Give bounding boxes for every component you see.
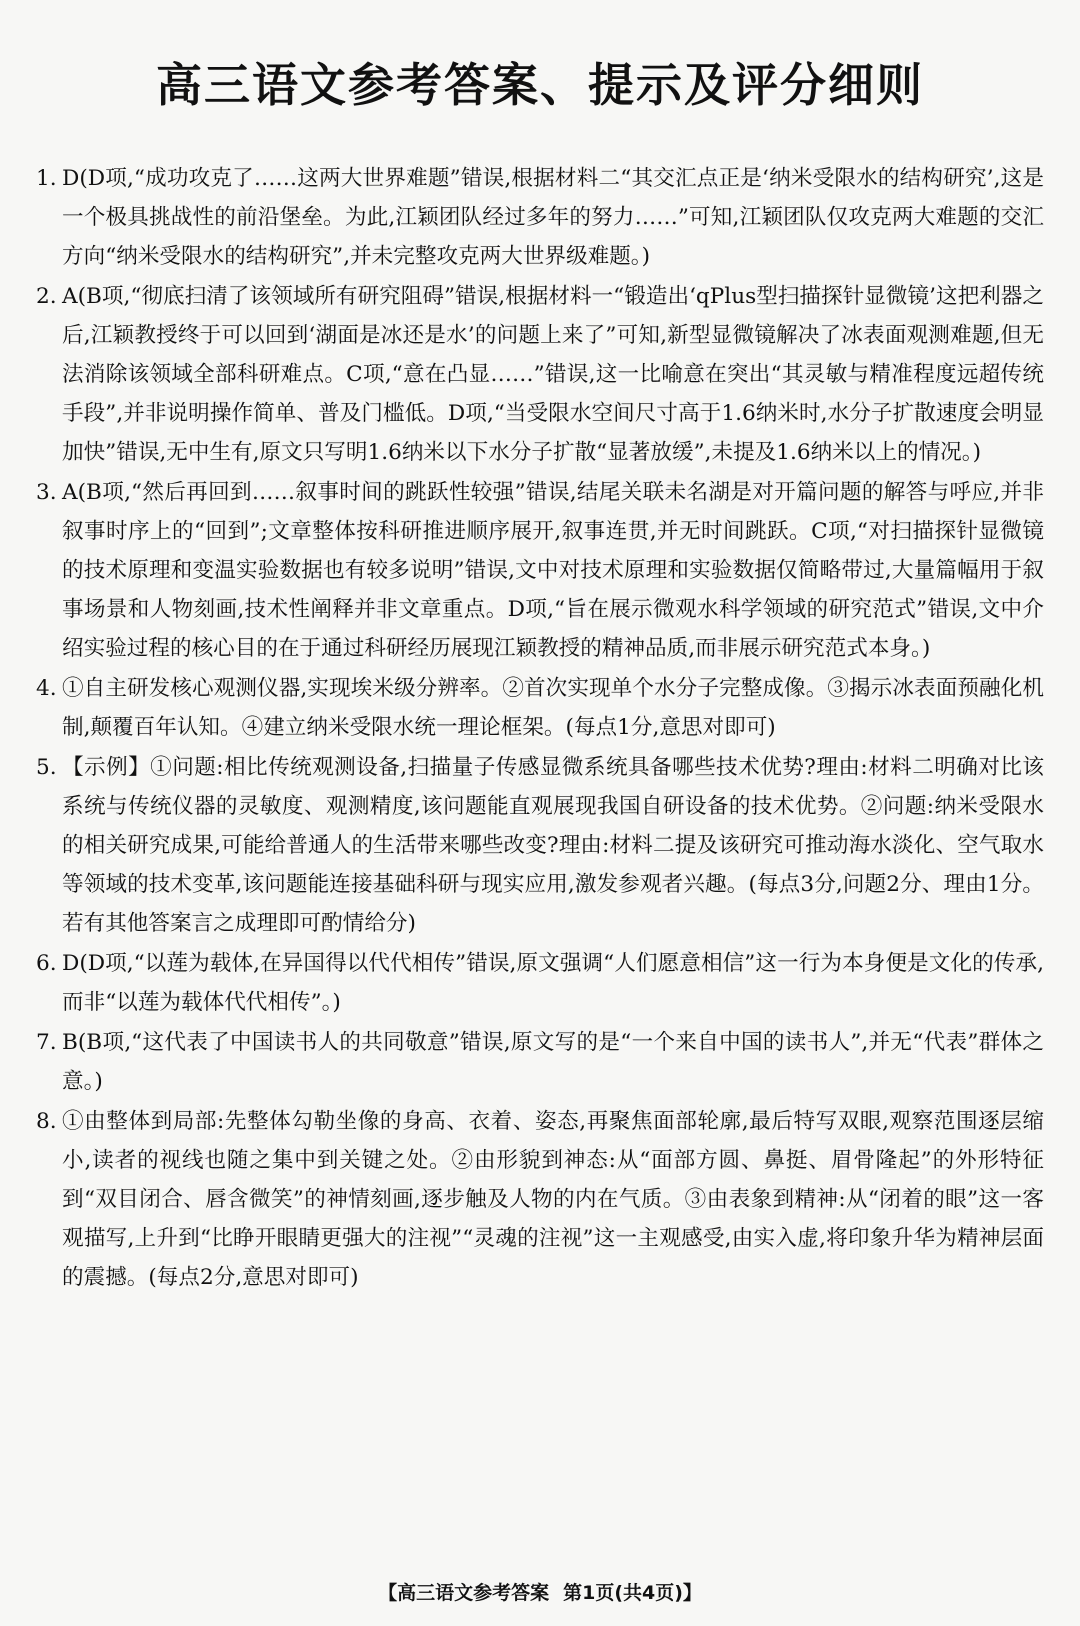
answer-number: 7.	[36, 1030, 57, 1056]
answer-number: 8.	[36, 1109, 57, 1135]
answer-number: 1.	[36, 166, 57, 192]
answer-number: 4.	[36, 676, 57, 702]
answer-text: A(B项,“彻底扫清了该领域所有研究阻碍”错误,根据材料一“锻造出‘qPlus型扫描探针显微镜’这把利器之后,江颖教授终于可以回到‘湖面是冰还是水’的问题上来了”可知,新型显微镜解决了冰表面观测难题,但无法消除该领域全部科研难点。C项,“意在凸显……”错误,这一比喻意在突出“其灵敏与精准程度远超传统手段”,并非说明操作简单、普及门槛低。D项,“当受限水空间尺寸高于1.6纳米时,水分子扩散速度会明显加快”错误,无中生有,原文只写明1.6纳米以下水分子扩散“显著放缓”,未提及1.6纳米以上的情况。)	[62, 284, 1044, 466]
answer-item-8	[36, 1102, 1044, 1297]
answer-number: 6.	[36, 951, 57, 977]
answer-text: B(B项,“这代表了中国读书人的共同敬意”错误,原文写的是“一个来自中国的读书人”,并无“代表”群体之意。)	[62, 1030, 1044, 1095]
answer-number: 2.	[36, 284, 57, 310]
answer-number: 5.	[36, 755, 57, 781]
answer-text: A(B项,“然后再回到……叙事时间的跳跃性较强”错误,结尾关联未名湖是对开篇问题的解答与呼应,并非叙事时序上的“回到”;文章整体按科研推进顺序展开,叙事连贯,并无时间跳跃。C项,“对扫描探针显微镜的技术原理和变温实验数据也有较多说明”错误,文中对技术原理和实验数据仅简略带过,大量篇幅用于叙事场景和人物刻画,技术性阐释并非文章重点。D项,“旨在展示微观水科学领域的研究范式”错误,文中介绍实验过程的核心目的在于通过科研经历展现江颖教授的精神品质,而非展示研究范式本身。)	[62, 480, 1044, 662]
page-footer	[0, 1578, 1080, 1605]
answer-text: D(D项,“以莲为载体,在异国得以代代相传”错误,原文强调“人们愿意相信”这一行为本身便是文化的传承,而非“以莲为载体代代相传”。)	[62, 951, 1044, 1016]
footer-document-name: 【高三语文参考答案	[378, 1582, 550, 1604]
answer-number: 3.	[36, 480, 57, 506]
answer-item-5	[36, 748, 1044, 943]
answer-list	[36, 159, 1044, 1297]
footer-page-number: 第1页(共4页)】	[563, 1582, 702, 1604]
answer-item-6	[36, 944, 1044, 1022]
answer-text: ①自主研发核心观测仪器,实现埃米级分辨率。②首次实现单个水分子完整成像。③揭示冰表面预融化机制,颠覆百年认知。④建立纳米受限水统一理论框架。(每点1分,意思对即可)	[62, 676, 1044, 741]
answer-text: ①由整体到局部:先整体勾勒坐像的身高、衣着、姿态,再聚焦面部轮廓,最后特写双眼,观察范围逐层缩小,读者的视线也随之集中到关键之处。②由形貌到神态:从“面部方圆、鼻挺、眉骨隆起”的外形特征到“双目闭合、唇含微笑”的神情刻画,逐步触及人物的内在气质。③由表象到精神:从“闭着的眼”这一客观描写,上升到“比睁开眼睛更强大的注视”“灵魂的注视”这一主观感受,由实入虚,将印象升华为精神层面的震撼。(每点2分,意思对即可)	[62, 1109, 1044, 1291]
answer-item-2	[36, 277, 1044, 472]
answer-text: 【示例】①问题:相比传统观测设备,扫描量子传感显微系统具备哪些技术优势?理由:材料二明确对比该系统与传统仪器的灵敏度、观测精度,该问题能直观展现我国自研设备的技术优势。②问题:纳米受限水的相关研究成果,可能给普通人的生活带来哪些改变?理由:材料二提及该研究可推动海水淡化、空气取水等领域的技术变革,该问题能连接基础科研与现实应用,激发参观者兴趣。(每点3分,问题2分、理由1分。若有其他答案言之成理即可酌情给分)	[62, 755, 1044, 937]
answer-item-7	[36, 1023, 1044, 1101]
answer-item-3	[36, 473, 1044, 668]
answer-item-1	[36, 159, 1044, 276]
document-title: 高三语文参考答案、提示及评分细则	[156, 58, 924, 112]
answer-text: D(D项,“成功攻克了……这两大世界难题”错误,根据材料二“其交汇点正是‘纳米受限水的结构研究’,这是一个极具挑战性的前沿堡垒。为此,江颖团队经过多年的努力……”可知,江颖团队仅攻克两大难题的交汇方向“纳米受限水的结构研究”,并未完整攻克两大世界级难题。)	[62, 166, 1044, 270]
answer-item-4	[36, 669, 1044, 747]
